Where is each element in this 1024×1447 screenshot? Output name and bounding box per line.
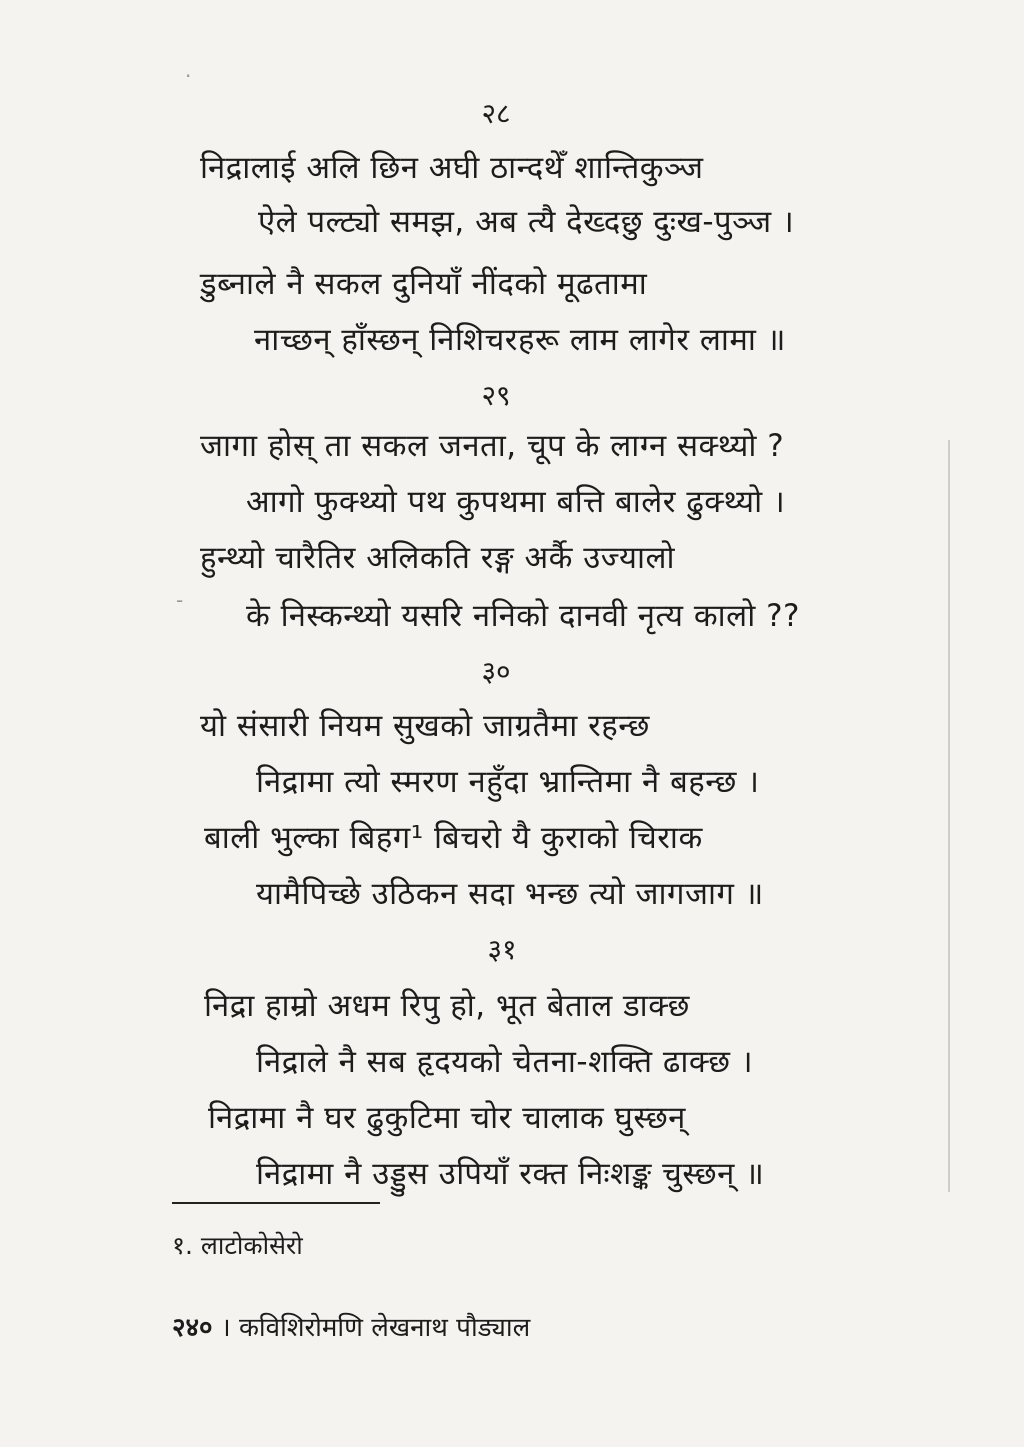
verse-28-line-4: नाच्छन् हाँस्छन् निशिचरहरू लाम लागेर लामा ॥ [254, 322, 786, 358]
verse-31-line-3: निद्रामा नै घर ढुकुटिमा चोर चालाक घुस्छन् [208, 1100, 686, 1136]
verse-30-line-3: बाली भुल्का बिहग¹ बिचरो यै कुराको चिराक [204, 820, 703, 856]
margin-shadow-line [948, 440, 950, 1192]
verse-number-28: २८ [481, 97, 511, 130]
footnote-rule [172, 1202, 380, 1204]
verse-31-line-2: निद्राले नै सब हृदयको चेतना-शक्ति ढाक्छ । [256, 1044, 754, 1080]
verse-29-line-1: जागा होस् ता सकल जनता, चूप के लाग्न सक्थ्यो ? [200, 428, 785, 464]
verse-31-line-1: निद्रा हाम्रो अधम रिपु हो, भूत बेताल डाक्छ [204, 988, 690, 1024]
verse-28-line-1: निद्रालाई अलि छिन अघी ठान्दथेँ शान्तिकुञ्ज [200, 150, 704, 186]
verse-29-line-2: आगो फुक्थ्यो पथ कुपथमा बत्ति बालेर ढुक्थ्यो । [246, 484, 786, 520]
footnote: १. लाटोकोसेरो [172, 1231, 303, 1260]
verse-29-line-4: के निस्कन्थ्यो यसरि ननिको दानवी नृत्य कालो ?? [246, 598, 800, 634]
verse-31-line-4: निद्रामा नै उड्डुस उपियाँ रक्त निःशङ्क चुस्छन् ॥ [256, 1156, 765, 1192]
verse-30-line-4: यामैपिच्छे उठिकन सदा भन्छ त्यो जागजाग ॥ [256, 876, 764, 912]
verse-29-line-3: हुन्थ्यो चारैतिर अलिकति रङ्ग अर्कै उज्यालो [200, 540, 676, 576]
verse-number-31: ३१ [487, 933, 517, 966]
footer-book-title: । कविशिरोमणि लेखनाथ पौड्याल [220, 1313, 531, 1343]
margin-dash-mark: - [176, 588, 184, 612]
footer-page-number: २४० [172, 1313, 213, 1343]
verse-number-29: २९ [481, 379, 511, 412]
verse-28-line-2: ऐले पल्ट्यो समझ, अब त्यै देख्दछु दुःख-पुञ्ज । [258, 204, 795, 240]
page-footer [172, 1308, 530, 1344]
verse-30-line-1: यो संसारी नियम सुखको जाग्रतैमा रहन्छ [200, 708, 650, 744]
verse-28-line-3: डुब्नाले नै सकल दुनियाँ नींदको मूढतामा [200, 266, 648, 302]
speck-mark: · [185, 64, 192, 88]
verse-30-line-2: निद्रामा त्यो स्मरण नहुँदा भ्रान्तिमा नै बहन्छ । [256, 764, 760, 800]
verse-number-30: ३० [481, 655, 511, 688]
